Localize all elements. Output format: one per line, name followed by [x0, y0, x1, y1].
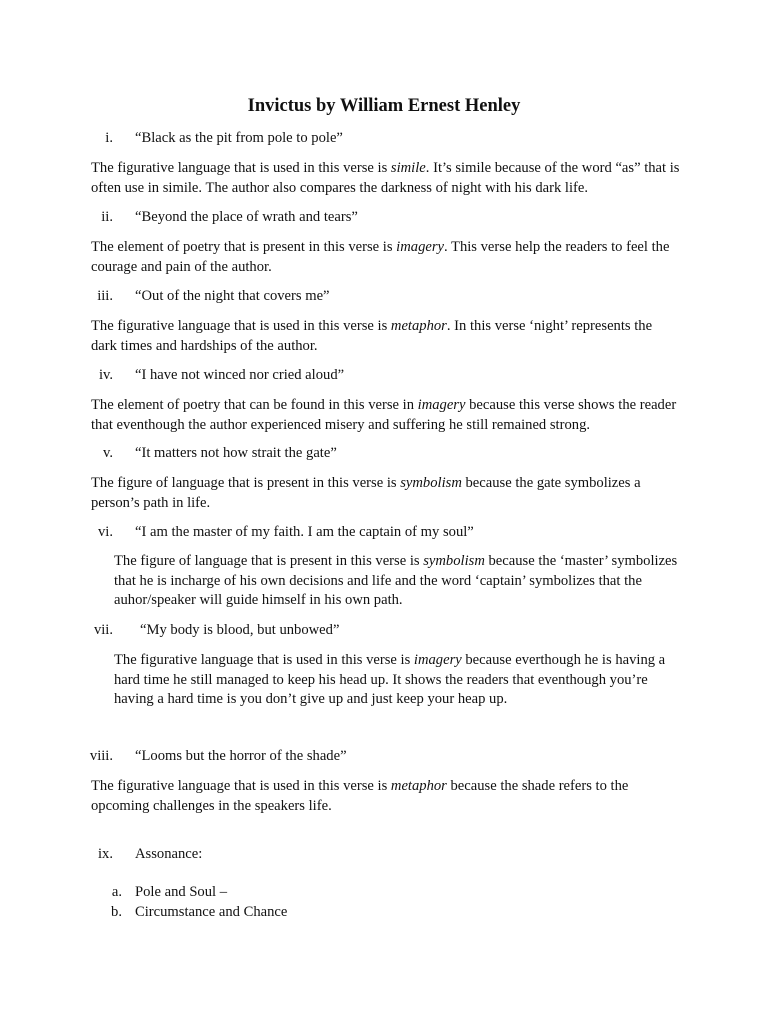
verse-quote: “I am the master of my faith. I am the captain of my soul”	[135, 524, 474, 540]
section-number: iv.	[98, 367, 113, 383]
list-letter: a.	[111, 884, 122, 900]
section-number: ii.	[101, 209, 113, 225]
verse-quote: “Out of the night that covers me”	[135, 288, 330, 304]
analysis-paragraph: The figurative language that is used in this verse is metaphor. In this verse ‘night’ represents the dark times and hardships of the author.	[91, 318, 653, 354]
assonance-item: Pole and Soul –	[135, 884, 228, 900]
verse-quote: “I have not winced nor cried aloud”	[135, 367, 345, 383]
section-number: viii.	[89, 748, 113, 764]
figure-term: imagery	[417, 397, 466, 413]
verse-quote: “Beyond the place of wrath and tears”	[135, 209, 358, 225]
section-number: ix.	[98, 846, 113, 862]
analysis-paragraph: The figure of language that is present in this verse is symbolism because the gate symbolizes a person’s path in life.	[91, 475, 641, 511]
analysis-paragraph: The figurative language that is used in this verse is metaphor because the shade refers to the opcoming challenges in the speakers life.	[91, 778, 629, 814]
section-number: i.	[105, 130, 113, 146]
figure-term: imagery	[396, 239, 444, 255]
section-number: vii.	[93, 622, 113, 638]
document-title: Invictus by William Ernest Henley	[247, 96, 521, 116]
figure-term: metaphor	[390, 778, 447, 794]
analysis-paragraph: The figure of language that is present in this verse is symbolism because the ‘master’ symbolizes that he is incharge of his own decisions and life and the word ‘captain’ symbolizes that the auhor/speaker will guide himself in his own path.	[114, 553, 678, 608]
assonance-item: Circumstance and Chance	[135, 904, 288, 920]
figure-term: simile	[390, 160, 426, 176]
section-number: v.	[103, 445, 113, 461]
verse-quote: “Black as the pit from pole to pole”	[135, 130, 343, 146]
figure-term: metaphor	[390, 318, 447, 334]
figure-term: symbolism	[400, 475, 462, 491]
verse-quote: “Looms but the horror of the shade”	[135, 748, 347, 764]
analysis-paragraph: The element of poetry that can be found in this verse in imagery because this verse shows the reader that eventhough the author experienced misery and suffering he still remained strong.	[91, 397, 677, 433]
verse-quote: “My body is blood, but unbowed”	[140, 622, 340, 638]
section-number: iii.	[97, 288, 113, 304]
figure-term: imagery	[413, 652, 462, 668]
analysis-paragraph: The figurative language that is used in this verse is imagery because everthough he is having a hard time he still managed to keep his head up. It shows the readers that eventhough you’re having a hard time is you don’t give up and just keep your heap up.	[114, 652, 666, 707]
analysis-paragraph: The element of poetry that is present in this verse is imagery. This verse help the readers to feel the courage and pain of the author.	[91, 239, 670, 275]
verse-quote: “It matters not how strait the gate”	[135, 445, 337, 461]
assonance-label: Assonance:	[135, 846, 203, 862]
list-letter: b.	[111, 904, 122, 920]
section-number: vi.	[98, 524, 113, 540]
analysis-paragraph: The figurative language that is used in this verse is simile. It’s simile because of the word “as” that is often use in simile. The author also compares the darkness of night with his dark life.	[91, 160, 680, 196]
figure-term: symbolism	[423, 553, 485, 569]
